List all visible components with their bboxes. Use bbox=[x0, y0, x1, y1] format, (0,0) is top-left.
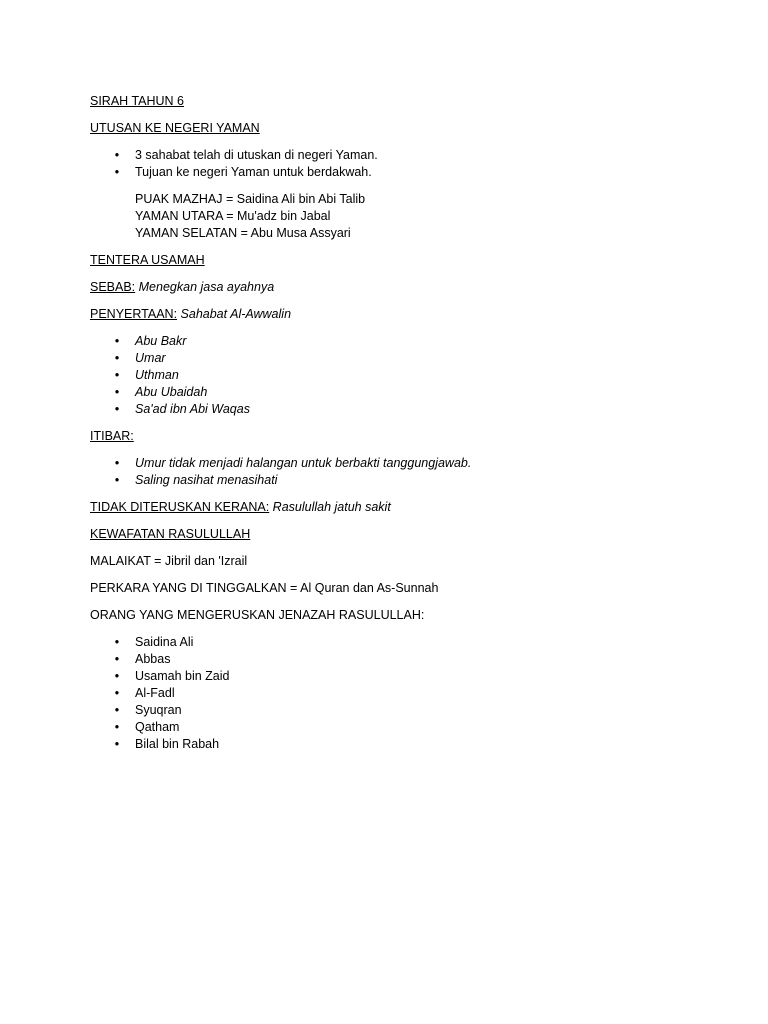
assignment-line: YAMAN SELATAN = Abu Musa Assyari bbox=[135, 226, 351, 240]
sebab-text: Menegkan jasa ayahnya bbox=[135, 280, 275, 294]
sahabat-list bbox=[90, 333, 730, 418]
bullet-icon: • bbox=[114, 148, 120, 162]
document-title: SIRAH TAHUN 6 bbox=[90, 94, 185, 108]
bullet-icon: • bbox=[114, 165, 120, 179]
bullet-icon: • bbox=[114, 635, 120, 649]
utusan-bullet-list bbox=[90, 147, 730, 181]
list-item: • Abbas bbox=[90, 651, 730, 668]
bullet-icon: • bbox=[114, 456, 120, 470]
section-heading-tentera: TENTERA USAMAH bbox=[90, 253, 205, 267]
tidak-diteruskan-text: Rasulullah jatuh sakit bbox=[269, 500, 391, 514]
bullet-icon: • bbox=[114, 351, 120, 365]
bullet-icon: • bbox=[114, 737, 120, 751]
list-item: • Umar bbox=[90, 350, 730, 367]
bullet-icon: • bbox=[114, 473, 120, 487]
list-item: • Qatham bbox=[90, 719, 730, 736]
list-item: • Syuqran bbox=[90, 702, 730, 719]
list-item: • Saling nasihat menasihati bbox=[90, 472, 730, 489]
list-item: • Sa'ad ibn Abi Waqas bbox=[90, 401, 730, 418]
list-item: • Uthman bbox=[90, 367, 730, 384]
yaman-assignments bbox=[90, 191, 730, 242]
list-item: • Abu Bakr bbox=[90, 333, 730, 350]
orang-heading: ORANG YANG MENGERUSKAN JENAZAH RASULULLAH: bbox=[90, 608, 425, 622]
assignment-line: PUAK MAZHAJ = Saidina Ali bin Abi Talib bbox=[135, 192, 366, 206]
list-item: • Abu Ubaidah bbox=[90, 384, 730, 401]
perkara-line: PERKARA YANG DI TINGGALKAN = Al Quran dan As-Sunnah bbox=[90, 581, 439, 595]
list-item: • Umur tidak menjadi halangan untuk berbakti tanggungjawab. bbox=[90, 455, 730, 472]
list-item: • Bilal bin Rabah bbox=[90, 736, 730, 753]
tidak-diteruskan-line bbox=[90, 499, 730, 516]
document-content bbox=[90, 93, 730, 763]
bullet-icon: • bbox=[114, 385, 120, 399]
orang-list bbox=[90, 634, 730, 753]
list-item: • 3 sahabat telah di utuskan di negeri Yaman. bbox=[90, 147, 730, 164]
penyertaan-line bbox=[90, 306, 730, 323]
list-item: • Usamah bin Zaid bbox=[90, 668, 730, 685]
bullet-icon: • bbox=[114, 703, 120, 717]
bullet-icon: • bbox=[114, 686, 120, 700]
list-item: • Tujuan ke negeri Yaman untuk berdakwah. bbox=[90, 164, 730, 181]
bullet-icon: • bbox=[114, 334, 120, 348]
list-item: • Al-Fadl bbox=[90, 685, 730, 702]
bullet-icon: • bbox=[114, 652, 120, 666]
list-item: • Saidina Ali bbox=[90, 634, 730, 651]
section-heading-utusan: UTUSAN KE NEGERI YAMAN bbox=[90, 121, 260, 135]
penyertaan-text: Sahabat Al-Awwalin bbox=[177, 307, 292, 321]
itibar-label: ITIBAR: bbox=[90, 429, 134, 443]
bullet-icon: • bbox=[114, 720, 120, 734]
itibar-list bbox=[90, 455, 730, 489]
assignment-line: YAMAN UTARA = Mu'adz bin Jabal bbox=[135, 209, 331, 223]
penyertaan-label: PENYERTAAN: bbox=[90, 307, 178, 321]
bullet-icon: • bbox=[114, 402, 120, 416]
tidak-diteruskan-label: TIDAK DITERUSKAN KERANA: bbox=[90, 500, 270, 514]
malaikat-line: MALAIKAT = Jibril dan 'Izrail bbox=[90, 554, 248, 568]
bullet-icon: • bbox=[114, 368, 120, 382]
sebab-line bbox=[90, 279, 730, 296]
sebab-label: SEBAB: bbox=[90, 280, 136, 294]
bullet-icon: • bbox=[114, 669, 120, 683]
section-heading-kewafatan: KEWAFATAN RASULULLAH bbox=[90, 527, 251, 541]
